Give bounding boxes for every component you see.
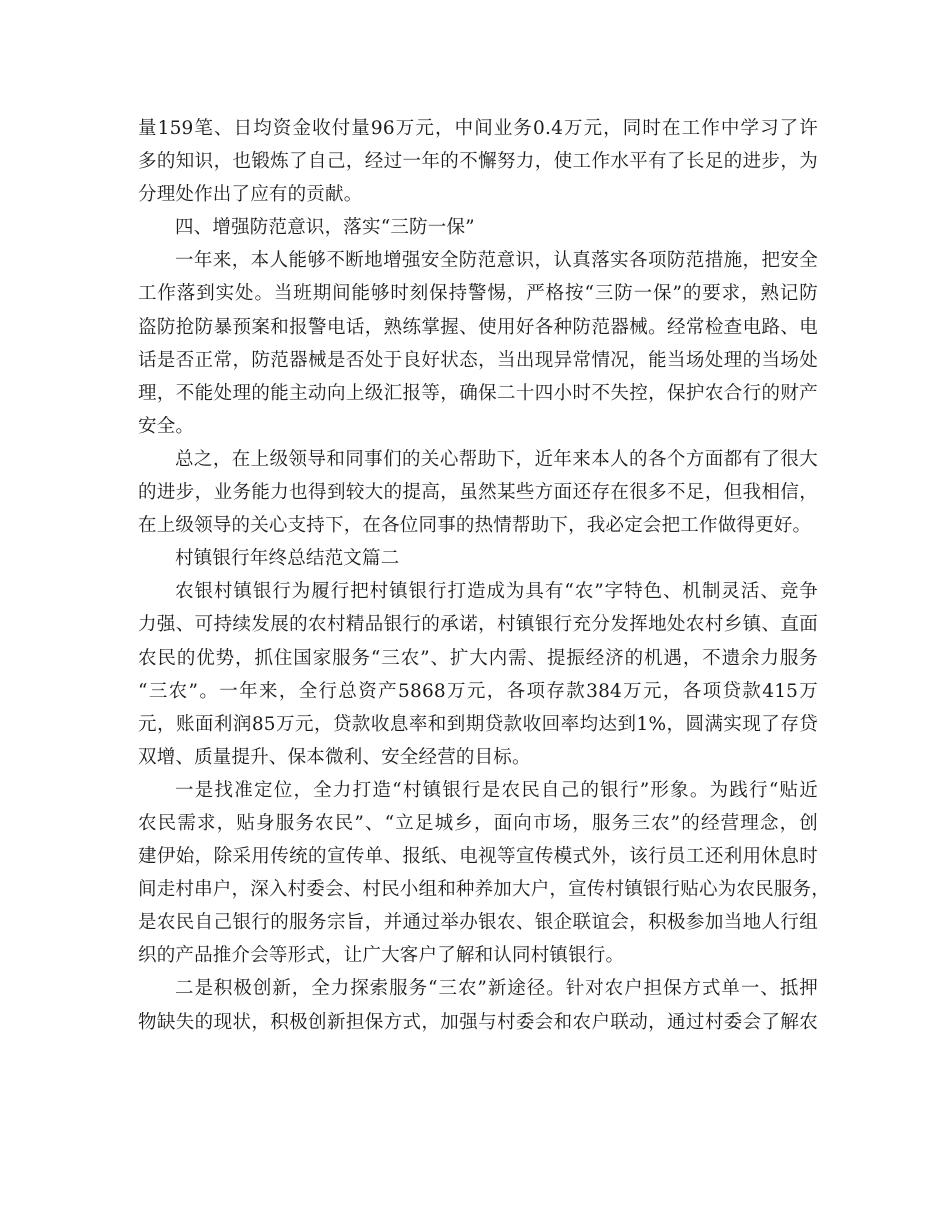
text-line: 建伊始，除采用传统的宣传单、报纸、电视等宣传模式外，该行员工还利用休息时 — [138, 846, 818, 868]
text-line: 量159笔、日均资金收付量96万元，中间业务0.4万元，同时在工作中学习了许 — [138, 118, 818, 139]
text-line: 元，账面利润85万元，贷款收息率和到期贷款收回率均达到1%，圆满实现了存贷 — [138, 713, 818, 735]
text-line: “三农”。一年来，全行总资产5868万元，各项存款384万元，各项贷款415万 — [138, 680, 818, 702]
text-line: 一是找准定位，全力打造“村镇银行是农民自己的银行”形象。为践行“贴近 — [175, 779, 818, 801]
text-line: 农民的优势，抓住国家服务“三农”、扩大内需、提振经济的机遇，不遗余力服务 — [138, 647, 818, 669]
text-line: 理，不能处理的能主动向上级汇报等，确保二十四小时不失控，保护农合行的财产 — [138, 382, 818, 404]
text-line: 力强、可持续发展的农村精品银行的承诺，村镇银行充分发挥地处农村乡镇、直面 — [138, 614, 818, 636]
text-line: 安全。 — [138, 415, 195, 437]
text-line: 农银村镇银行为履行把村镇银行打造成为具有“农”字特色、机制灵活、竞争 — [175, 581, 818, 603]
text-line: 四、增强防范意识，落实“三防一保” — [175, 217, 475, 239]
text-line: 间走村串户，深入村委会、村民小组和种养加大户，宣传村镇银行贴心为农民服务， — [138, 879, 830, 901]
text-line: 农民需求，贴身服务农民”、“立足城乡，面向市场，服务三农”的经营理念，创 — [138, 812, 818, 834]
text-line: 总之，在上级领导和同事们的关心帮助下，近年来本人的各个方面都有了很大 — [175, 448, 818, 470]
text-line: 双增、质量提升、保本微利、安全经营的目标。 — [138, 746, 531, 768]
text-line: 物缺失的现状，积极创新担保方式，加强与村委会和农户联动，通过村委会了解农 — [138, 1011, 818, 1033]
text-line: 分理处作出了应有的贡献。 — [138, 184, 363, 206]
text-line: 一年来，本人能够不断地增强安全防范意识，认真落实各项防范措施，把安全 — [175, 250, 818, 272]
text-line: 多的知识，也锻炼了自己，经过一年的不懈努力，使工作水平有了长足的进步，为 — [138, 151, 818, 173]
text-line: 的进步，业务能力也得到较大的提高，虽然某些方面还存在很多不足，但我相信， — [138, 482, 818, 504]
text-line: 是农民自己银行的服务宗旨，并通过举办银农、银企联谊会，积极参加当地人行组 — [138, 912, 818, 934]
text-line: 在上级领导的关心支持下，在各位同事的热情帮助下，我必定会把工作做得更好。 — [138, 515, 812, 537]
text-line: 织的产品推介会等形式，让广大客户了解和认同村镇银行。 — [138, 945, 625, 967]
text-line: 工作落到实处。当班期间能够时刻保持警惕，严格按“三防一保”的要求，熟记防 — [138, 283, 818, 305]
text-line: 盗防抢防暴预案和报警电话，熟练掌握、使用好各种防范器械。经常检查电路、电 — [138, 316, 818, 338]
text-line: 话是否正常，防范器械是否处于良好状态，当出现异常情况，能当场处理的当场处 — [138, 349, 818, 371]
text-line: 二是积极创新，全力探索服务“三农”新途径。针对农户担保方式单一、抵押 — [175, 978, 818, 1000]
document-body — [138, 112, 830, 1039]
text-line: 村镇银行年终总结范文篇二 — [175, 548, 400, 570]
